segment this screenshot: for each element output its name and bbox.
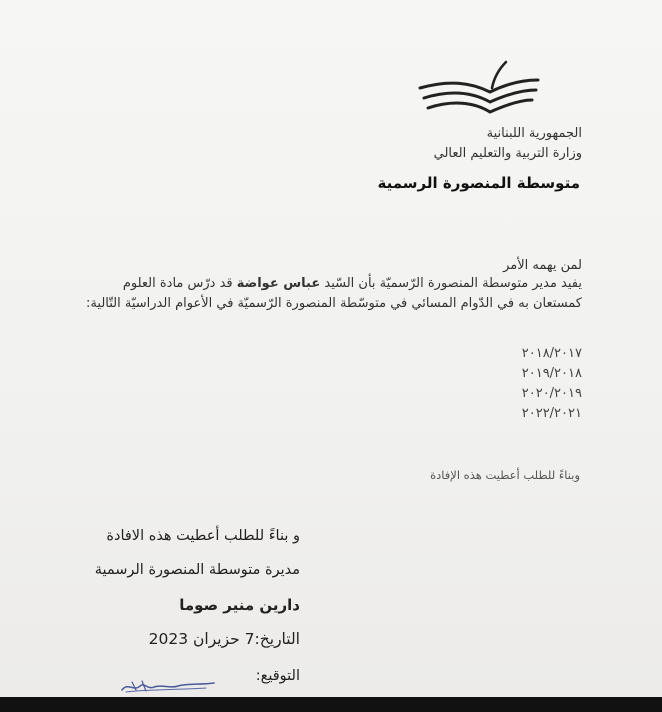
- person-name: عباس عواضة: [236, 276, 321, 291]
- salutation: لمن يهمه الأمر: [503, 258, 582, 273]
- year-item: ٢٠٢٢/٢٠٢١: [521, 406, 582, 421]
- year-item: ٢٠١٩/٢٠١٨: [521, 366, 582, 381]
- school-name: متوسطة المنصورة الرسمية: [377, 174, 580, 192]
- letter-line-2: كمستعان به في الدّوام المسائي في متوسّطة المنصورة الرّسميّة في الأعوام الدراسيّة التّالية:: [86, 296, 582, 311]
- signature-closing: و بناءً للطلب أعطيت هذه الافادة: [106, 528, 300, 544]
- letter-line-1-suffix: قد درّس مادة العلوم: [122, 276, 233, 291]
- closing-statement-faint: وبناءً للطلب أعطيت هذه الإفادة: [430, 468, 580, 482]
- signatory-name: دارين منير صوما: [179, 596, 300, 614]
- date-line: التاريخ:7 حزيران 2023: [148, 630, 300, 648]
- ministry-label: وزارة التربية والتعليم العالي: [433, 146, 582, 161]
- signature-label: التوقيع:: [255, 668, 300, 684]
- bottom-screen-bar: [0, 697, 662, 712]
- year-item: ٢٠١٨/٢٠١٧: [521, 346, 582, 361]
- ministry-logo-icon: [418, 58, 540, 118]
- signatory-title: مديرة متوسطة المنصورة الرسمية: [94, 562, 300, 578]
- letter-line-1: [123, 276, 582, 291]
- handwritten-signature-icon: [118, 676, 218, 696]
- letter-line-1-prefix: يفيد مدير متوسطة المنصورة الرّسميّة بأن السّيد: [324, 276, 582, 291]
- year-item: ٢٠٢٠/٢٠١٩: [521, 386, 582, 401]
- republic-label: الجمهورية اللبنانية: [486, 126, 582, 141]
